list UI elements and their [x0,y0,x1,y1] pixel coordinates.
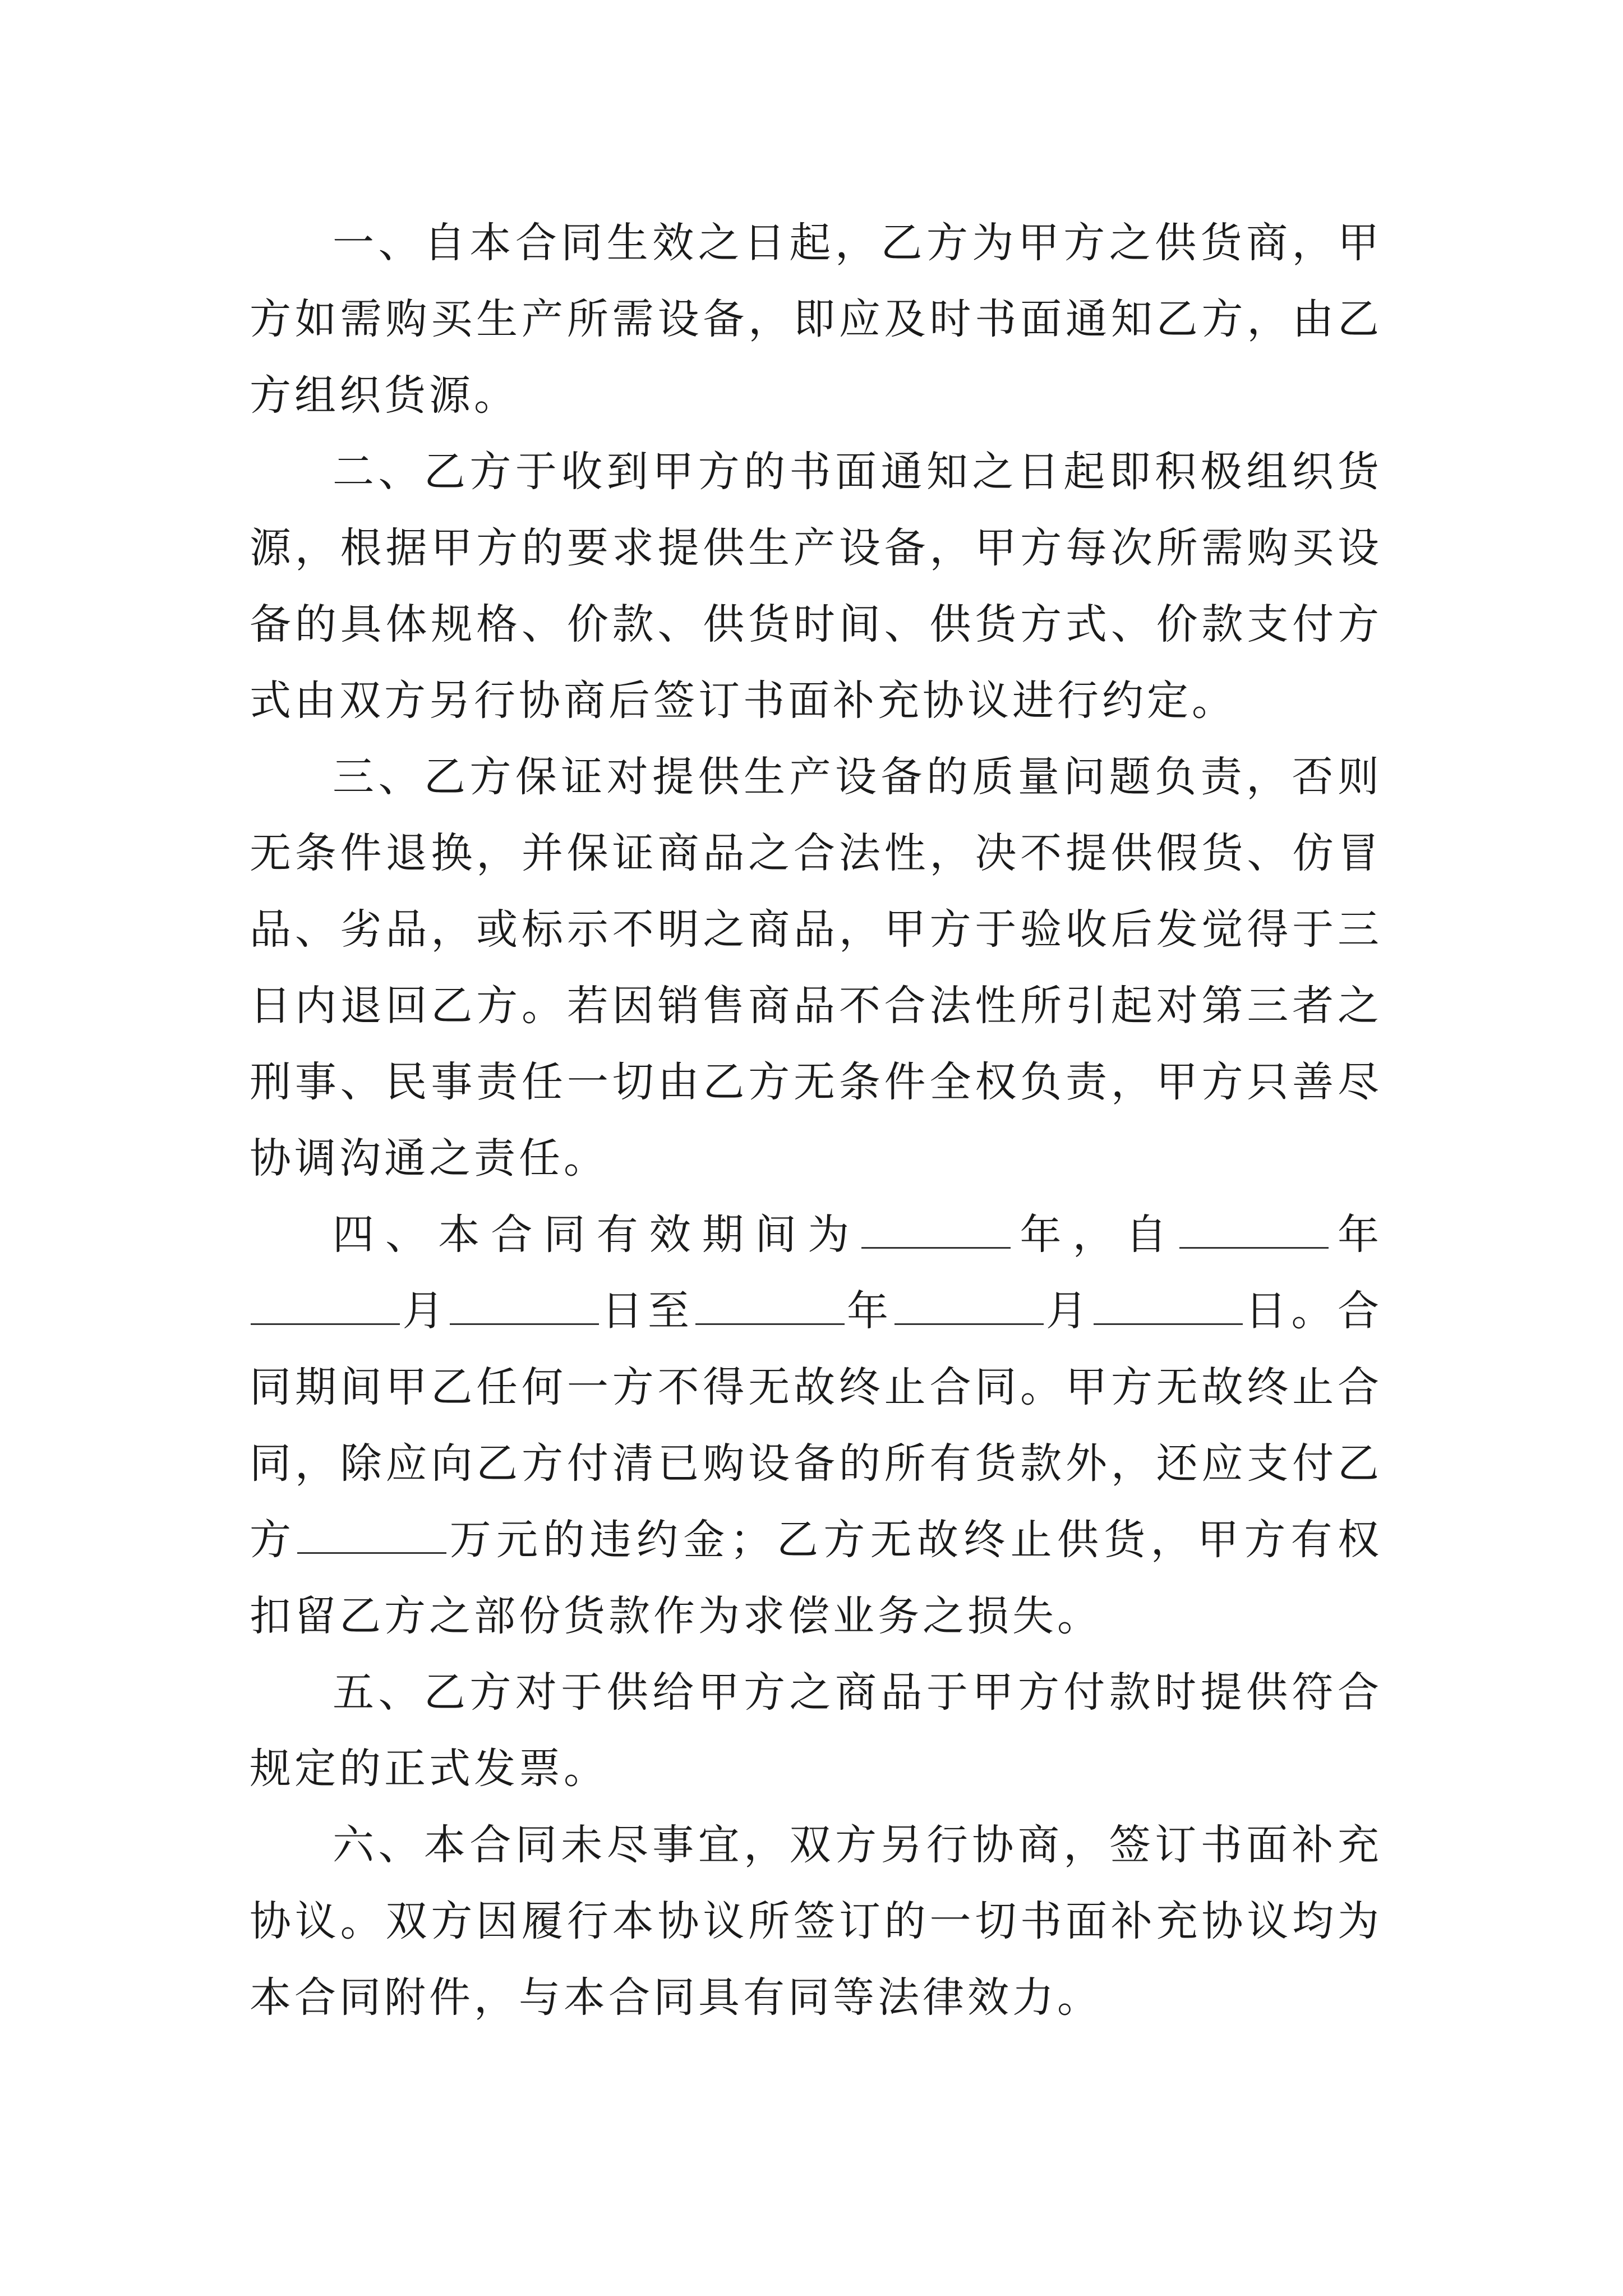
clause-4-text-3: 年 [1329,1211,1383,1259]
clause-4-text-4: 月 [401,1287,449,1335]
clause-3: 三、乙方保证对提供生产设备的质量问题负责，否则无条件退换，并保证商品之合法性，决不提供假货、仿冒品、劣品，或标示不明之商品，甲方于验收后发觉得于三日内退回乙方。若因销售商品不合法性所引起对第三者之刑事、民事责任一切由乙方无条件全权负责，甲方只善尽协调沟通之责任。 [250,753,1382,1182]
clause-4-text-1: 四、本合同有效期间为 [333,1211,861,1259]
blank-end-day [1094,1290,1243,1325]
contract-body [250,205,1382,2036]
clause-1: 一、自本合同生效之日起，乙方为甲方之供货商，甲方如需购买生产所需设备，即应及时书面通知乙方，由乙方组织货源。 [250,219,1382,420]
clause-4-text-6: 年 [845,1287,893,1335]
blank-end-year [695,1290,845,1325]
blank-start-year [1179,1213,1329,1249]
blank-term-years [861,1213,1011,1249]
clause-4-text-2: 年，自 [1012,1211,1178,1259]
clause-4-text-5: 日至 [600,1287,694,1335]
blank-start-day [450,1290,599,1325]
clause-4 [250,1197,1382,1654]
clause-6: 六、本合同未尽事宜，双方另行协商，签订书面补充协议。双方因履行本协议所签订的一切书面补充协议均为本合同附件，与本合同具有同等法律效力。 [250,1821,1382,2022]
blank-penalty-amount [297,1519,446,1554]
clause-4-text-8: 日。合同期间甲乙任何一方不得无故终止合同。甲方无故终止合同，除应向乙方付清已购设备的所有货款外，还应支付乙方 [250,1287,1382,1564]
clause-4-text-7: 月 [1044,1287,1092,1335]
clause-4-text-9: 万元的违约金；乙方无故终止供货，甲方有权扣留乙方之部份货款作为求偿业务之损失。 [250,1516,1383,1640]
blank-end-month [895,1290,1044,1325]
blank-start-month [251,1290,400,1325]
clause-2: 二、乙方于收到甲方的书面通知之日起即积极组织货源，根据甲方的要求提供生产设备，甲方每次所需购买设备的具体规格、价款、供货时间、供货方式、价款支付方式由双方另行协商后签订书面补充协议进行约定。 [250,448,1382,725]
clause-5: 五、乙方对于供给甲方之商品于甲方付款时提供符合规定的正式发票。 [250,1668,1382,1793]
